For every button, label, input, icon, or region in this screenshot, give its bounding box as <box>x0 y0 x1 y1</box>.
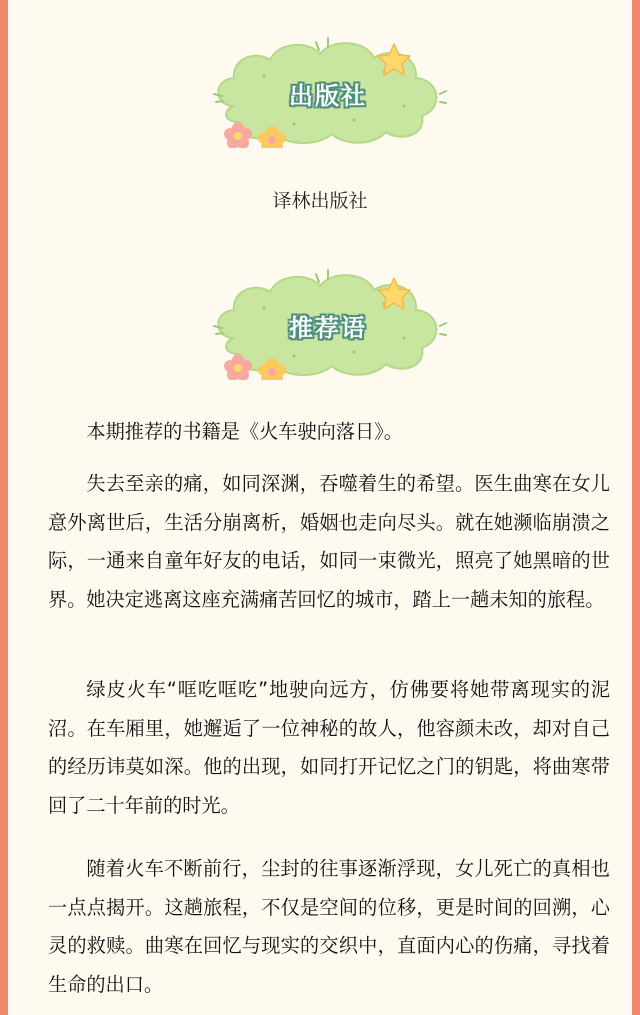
paragraph-text: 失去至亲的痛，如同深渊，吞噬着生的希望。医生曲寒在女儿意外离世后，生活分崩离析，婚姻也走向尽头。就在她濒临崩溃之际，一通来自童年好友的电话，如同一束微光，照亮了她黑暗的世界。她决定逃离这座充满痛苦回忆的城市，踏上一趟未知的旅程。 <box>48 472 610 611</box>
section-title-publisher: 出版社 <box>289 82 367 110</box>
paragraph-4 <box>48 850 610 1004</box>
recommend-section-header <box>204 268 452 380</box>
paragraph-text: 绿皮火车“哐吃哐吃”地驶向远方，仿佛要将她带离现实的泥沼。在车厢里，她邂逅了一位神秘的故人，他容颜未改，却对自己的经历讳莫如深。他的出现，如同打开记忆之门的钥匙，将曲寒带回了二十年前的时光。 <box>48 678 610 817</box>
section-title-recommend: 推荐语 <box>289 314 367 342</box>
publisher-name: 译林出版社 <box>272 190 368 212</box>
paragraph-text: 随着火车不断前行，尘封的往事逐渐浮现，女儿死亡的真相也一点点揭开。这趟旅程，不仅是空间的位移，更是时间的回溯，心灵的救赎。曲寒在回忆与现实的交织中，直面内心的伤痛，寻找着生命的出口。 <box>48 857 610 996</box>
paragraph-3 <box>48 671 610 825</box>
paragraph-2 <box>48 465 610 619</box>
paragraph-text: 本期推荐的书籍是《火车驶向落日》。 <box>86 420 403 443</box>
publisher-section-header <box>204 36 452 148</box>
paragraph-1 <box>48 413 610 452</box>
